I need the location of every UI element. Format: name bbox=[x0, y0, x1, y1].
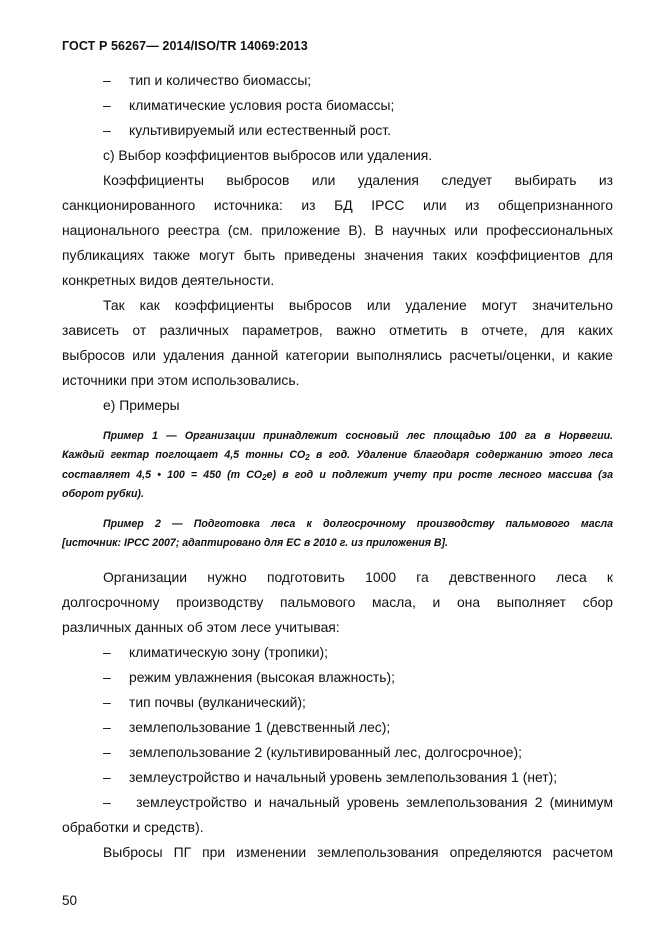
paragraph-line: санкционированного источника: из БД IPCC или из общепризнанного bbox=[62, 197, 613, 213]
list-item-continuation: обработки и средств). bbox=[62, 818, 204, 835]
paragraph-line: публикациях также могут быть приведены значения таких коэффициентов для bbox=[62, 247, 613, 263]
list-item-text: тип и количество биомассы; bbox=[129, 72, 312, 88]
paragraph-line: Так как коэффициенты выбросов или удаление могут значительно bbox=[103, 297, 613, 313]
list-dash: – bbox=[103, 122, 111, 138]
paragraph-line: долгосрочному производству пальмового масла, и она выполняет сбор bbox=[62, 593, 613, 610]
list-item bbox=[62, 68, 613, 93]
list-item-text: землепользование 1 (девственный лес); bbox=[129, 718, 391, 735]
list-item-text: климатические условия роста биомассы; bbox=[129, 97, 395, 113]
list-dash: – bbox=[103, 97, 111, 113]
example-1-line: оборот рубки). bbox=[62, 487, 144, 500]
example-1-line: Каждый гектар поглощает 4,5 тонны $СО_2$ в год. Удаление благодаря содержанию этого леса bbox=[62, 449, 613, 463]
list-item-text: культивируемый или естественный рост. bbox=[129, 122, 391, 138]
list-item-text: землеустройство и начальный уровень землепользования 2 (минимум bbox=[136, 793, 613, 810]
list-item bbox=[62, 665, 613, 690]
list-item bbox=[62, 690, 613, 715]
list-dash: – bbox=[103, 793, 111, 810]
page-number: 50 bbox=[62, 893, 78, 908]
subsection-e: е) Примеры bbox=[103, 397, 180, 413]
list-item-text: землепользование 2 (культивированный лес, долгосрочное); bbox=[129, 743, 522, 760]
list-item bbox=[62, 765, 613, 790]
list-item bbox=[62, 640, 613, 665]
paragraph-line: Коэффициенты выбросов или удаления следует выбирать из bbox=[103, 172, 613, 188]
page-content bbox=[62, 68, 613, 865]
example-1-line: Пример 1 — Организации принадлежит сосновый лес площадью 100 га в Норвегии. bbox=[103, 430, 613, 442]
list-dash: – bbox=[103, 743, 111, 760]
list-dash: – bbox=[103, 72, 111, 88]
example-2-line: [источник: IPCC 2007; адаптировано для ЕС в 2010 г. из приложения В]. bbox=[62, 537, 449, 550]
paragraph-line: зависеть от различных параметров, важно отметить в отчете, для каких bbox=[62, 322, 613, 338]
list-item-text: режим увлажнения (высокая влажность); bbox=[129, 668, 396, 685]
subsection-c: с) Выбор коэффициентов выбросов или удаления. bbox=[103, 147, 433, 163]
paragraph-line: конкретных видов деятельности. bbox=[62, 272, 275, 288]
list-dash: – bbox=[103, 643, 111, 660]
paragraph-line: различных данных об этом лесе учитывая: bbox=[62, 618, 340, 635]
list-item bbox=[62, 715, 613, 740]
list-dash: – bbox=[103, 718, 111, 735]
list-item bbox=[62, 118, 613, 143]
list-item bbox=[62, 93, 613, 118]
paragraph-line: национального реестра (см. приложение В). В научных или профессиональных bbox=[62, 222, 613, 238]
example-1-line: составляет 4,5 • 100 = 450 (т $СО_2е$) в год и подлежит учету при росте лесного массива (за bbox=[62, 468, 613, 482]
list-item bbox=[62, 790, 613, 815]
list-dash: – bbox=[103, 693, 111, 710]
list-item-text: землеустройство и начальный уровень землепользования 1 (нет); bbox=[129, 768, 558, 785]
document-header: ГОСТ Р 56267— 2014/ISO/TR 14069:2013 bbox=[62, 39, 308, 53]
list-dash: – bbox=[103, 768, 111, 785]
paragraph-line: источники при этом использовались. bbox=[62, 372, 300, 388]
paragraph-line: выбросов или удаления данной категории выполнялись расчеты/оценки, и какие bbox=[62, 347, 613, 363]
list-item-text: климатическую зону (тропики); bbox=[129, 643, 329, 660]
paragraph-line: Выбросы ПГ при изменении землепользования определяются расчетом bbox=[103, 843, 613, 860]
paragraph-line: Организации нужно подготовить 1000 га девственного леса к bbox=[103, 568, 613, 585]
list-dash: – bbox=[103, 668, 111, 685]
list-item-text: тип почвы (вулканический); bbox=[129, 693, 306, 710]
example-2-line: Пример 2 — Подготовка леса к долгосрочному производству пальмового масла bbox=[103, 518, 613, 531]
list-item bbox=[62, 740, 613, 765]
